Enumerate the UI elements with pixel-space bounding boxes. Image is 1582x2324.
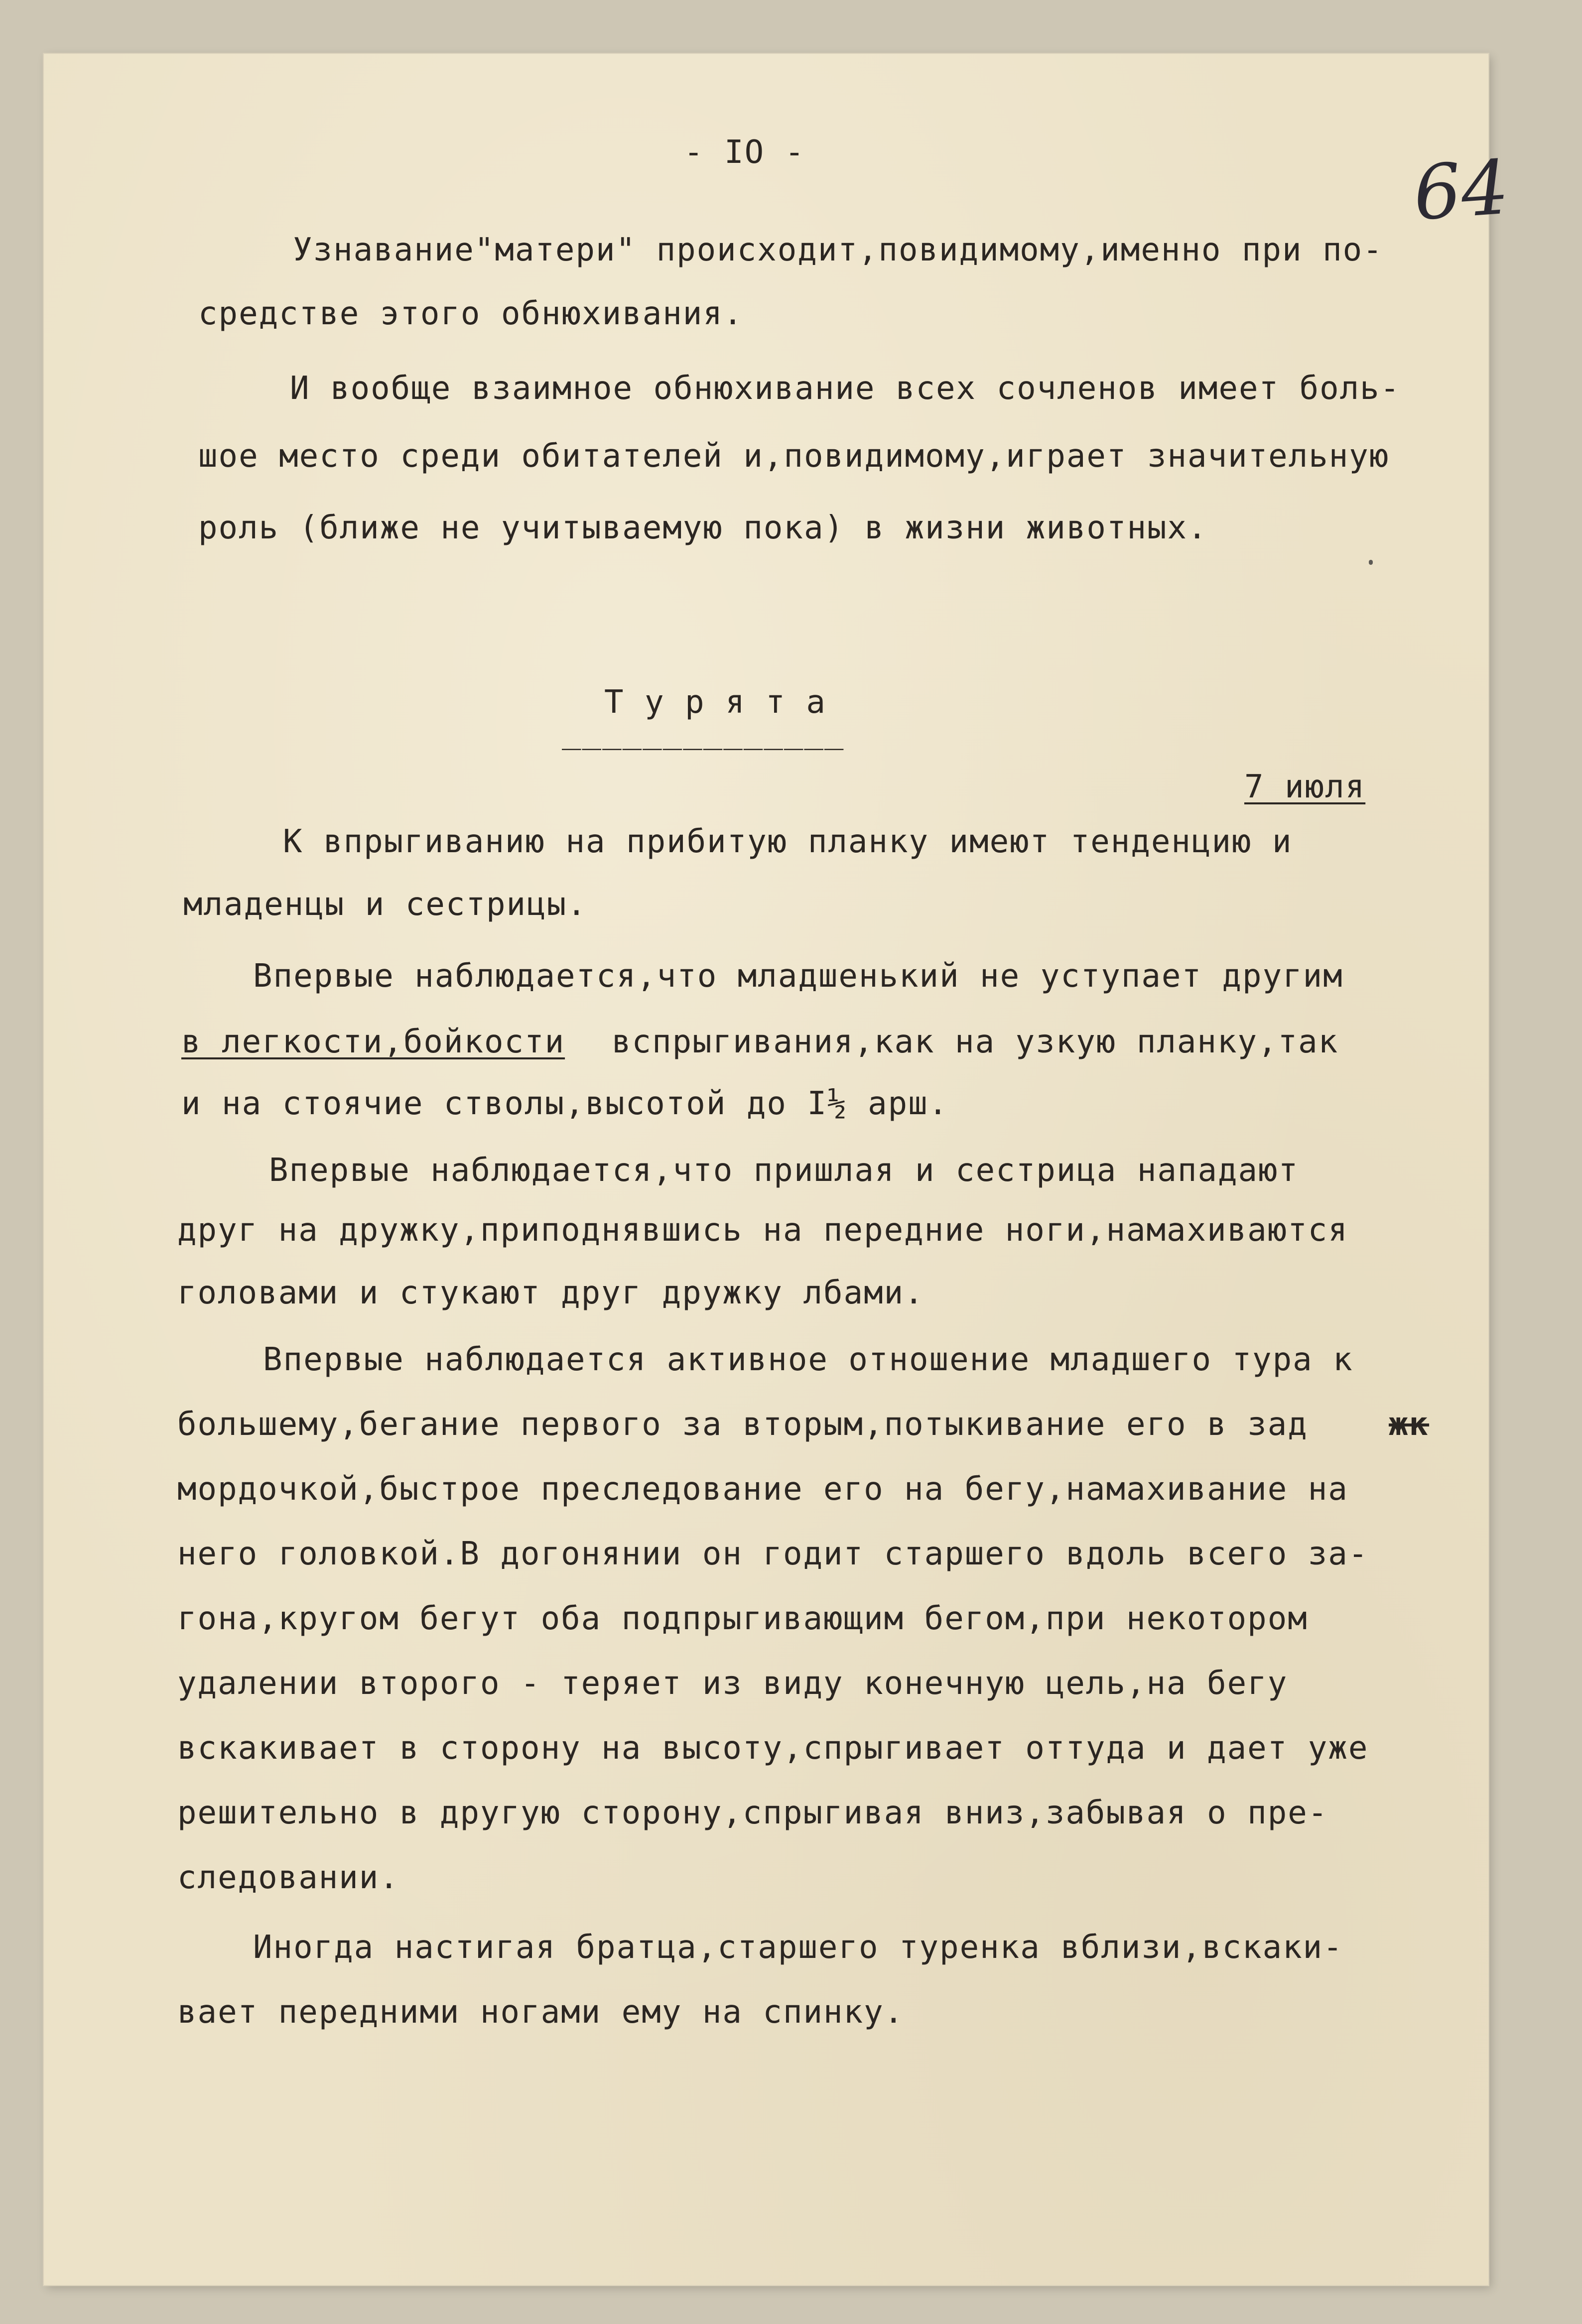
text-line-3: И вообще взаимное обнюхивание всех сочленов имеет боль- — [290, 370, 1401, 407]
folio-number-handwritten: 64 — [1411, 144, 1512, 238]
text-line-15: большему,бегание первого за вторым,потыкивание его в зад — [177, 1406, 1308, 1443]
section-title: Т у р я т а — [604, 684, 826, 721]
page-number: - IO - — [684, 134, 805, 171]
text-line-16: мордочкой,быстрое преследование его на бегу,намахивание на — [177, 1471, 1348, 1508]
text-line-19: удалении второго - теряет из виду конечную цель,на бегу — [177, 1665, 1288, 1702]
struck-overtype: жк — [1389, 1406, 1430, 1443]
text-line-21: решительно в другую сторону,спрыгивая вниз,забывая о пре- — [177, 1795, 1328, 1831]
section-title-rule: ______________ — [562, 714, 845, 751]
text-line-12: друг на дружку,приподнявшись на передние ноги,намахиваются — [177, 1212, 1348, 1249]
text-line-8: Впервые наблюдается,что младшенький не уступает другим — [253, 958, 1343, 995]
text-line-4: шое место среди обитателей и,повидимому,играет значительную — [198, 438, 1390, 475]
text-line-5: роль (ближе не учитываемую пока) в жизни животных. — [198, 510, 1208, 546]
text-line-11: Впервые наблюдается,что пришлая и сестрица нападают — [269, 1152, 1299, 1189]
date-heading: 7 июля — [1244, 769, 1366, 805]
text-line-1: Узнавание"матери" происходит,повидимому,именно при по- — [293, 232, 1383, 268]
document-page — [44, 54, 1512, 2285]
pencil-mark — [1369, 560, 1373, 565]
text-line-2: средстве этого обнюхивания. — [198, 295, 744, 332]
underlined-phrase: в легкости,бойкости — [181, 1024, 565, 1060]
text-line-7: младенцы и сестрицы. — [183, 886, 587, 923]
text-line-9: вспрыгивания,как на узкую планку,так — [612, 1024, 1339, 1060]
text-line-23: Иногда настигая братца,старшего туренка вблизи,вскаки- — [253, 1929, 1343, 1966]
text-line-20: вскакивает в сторону на высоту,спрыгивает оттуда и дает уже — [177, 1730, 1369, 1767]
text-line-13: головами и стукают друг дружку лбами. — [177, 1275, 924, 1311]
text-line-17: него головкой.В догонянии он годит старшего вдоль всего за- — [177, 1536, 1369, 1572]
text-line-6: К впрыгиванию на прибитую планку имеют тенденцию и — [283, 823, 1293, 860]
text-line-14: Впервые наблюдается активное отношение младшего тура к — [263, 1341, 1353, 1378]
text-line-22: следовании. — [177, 1859, 399, 1896]
text-line-10: и на стоячие стволы,высотой до I½ арш. — [181, 1085, 949, 1122]
text-line-24: вает передними ногами ему на спинку. — [177, 1994, 905, 2031]
text-line-18: гона,кругом бегут оба подпрыгивающим бегом,при некотором — [177, 1600, 1308, 1637]
